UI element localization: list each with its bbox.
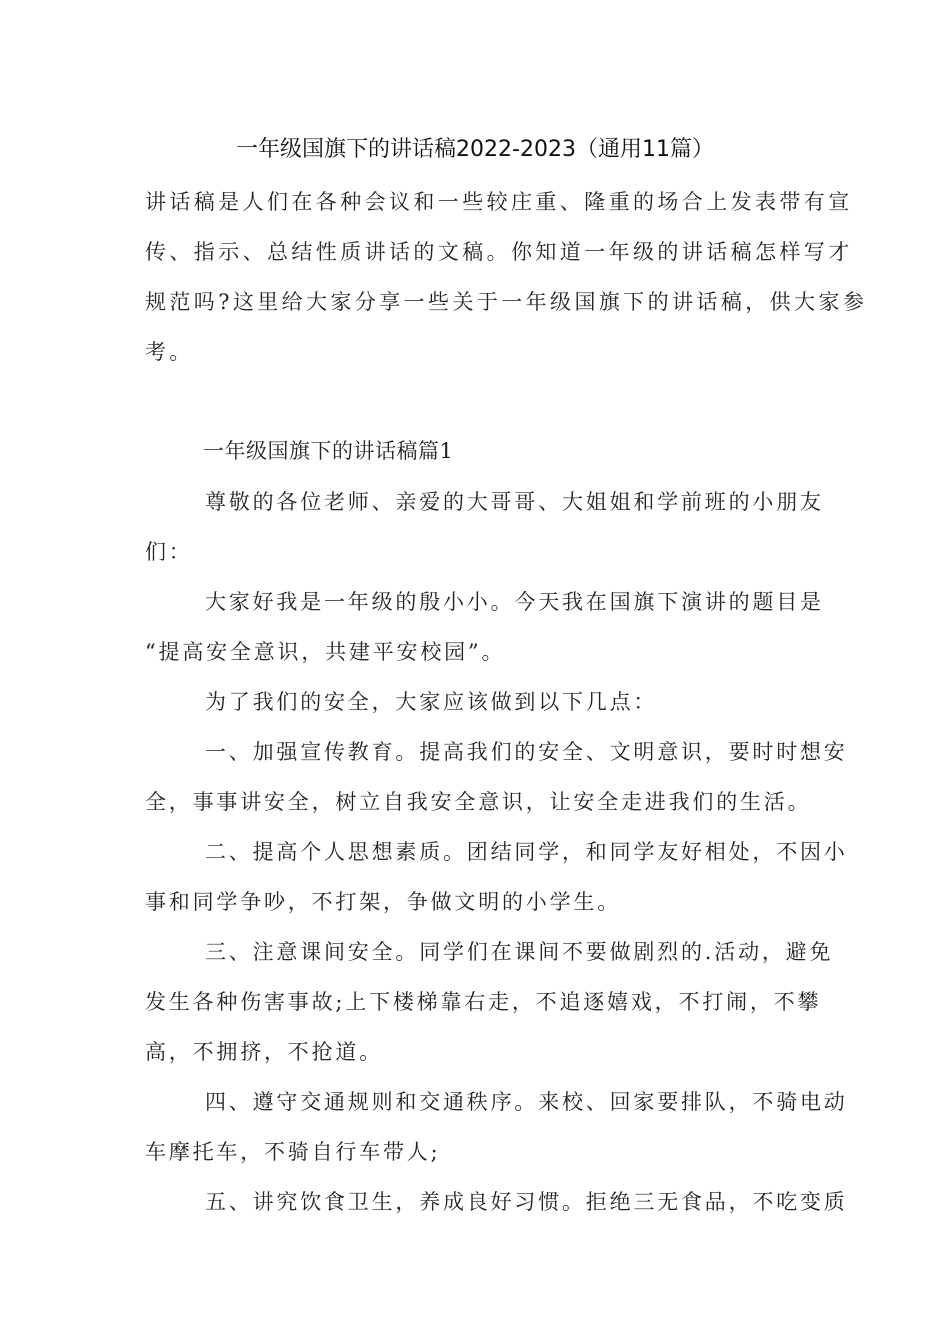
body-line: 二、提高个人思想素质。团结同学，和同学友好相处，不因小	[205, 840, 848, 864]
body-line: 为了我们的安全，大家应该做到以下几点：	[205, 690, 658, 714]
body-line: 们：	[145, 540, 193, 564]
body-line: 四、遵守交通规则和交通秩序。来校、回家要排队，不骑电动	[205, 1090, 848, 1114]
intro-line: 考。	[145, 340, 194, 364]
intro-line: 规范吗?这里给大家分享一些关于一年级国旗下的讲话稿，供大家参	[145, 290, 868, 314]
intro-line: 讲话稿是人们在各种会议和一些较庄重、隆重的场合上发表带有宣	[145, 190, 853, 214]
body-line: 车摩托车，不骑自行车带人;	[145, 1140, 441, 1164]
body-line: 尊敬的各位老师、亲爱的大哥哥、大姐姐和学前班的小朋友	[205, 490, 824, 514]
body-line: 发生各种伤害事故;上下楼梯靠右走，不追逐嬉戏，不打闹，不攀	[145, 990, 822, 1014]
body-line: 全，事事讲安全，树立自我安全意识，让安全走进我们的生活。	[145, 790, 812, 814]
body-line: 高，不拥挤，不抢道。	[145, 1040, 383, 1064]
body-line: 五、讲究饮食卫生，养成良好习惯。拒绝三无食品，不吃变质	[205, 1190, 848, 1214]
body-line: 一、加强宣传教育。提高我们的安全、文明意识，要时时想安	[205, 740, 848, 764]
body-line: “提高安全意识，共建平安校园”。	[145, 640, 506, 664]
document-title: 一年级国旗下的讲话稿2022-2023（通用11篇）	[236, 137, 714, 162]
section-heading: 一年级国旗下的讲话稿篇1	[203, 439, 454, 463]
body-line: 大家好我是一年级的殷小小。今天我在国旗下演讲的题目是	[205, 590, 824, 614]
body-line: 三、注意课间安全。同学们在课间不要做剧烈的.活动，避免	[205, 940, 834, 964]
body-line: 事和同学争吵，不打架，争做文明的小学生。	[145, 890, 621, 914]
intro-line: 传、指示、总结性质讲话的文稿。你知道一年级的讲话稿怎样写才	[145, 240, 853, 264]
